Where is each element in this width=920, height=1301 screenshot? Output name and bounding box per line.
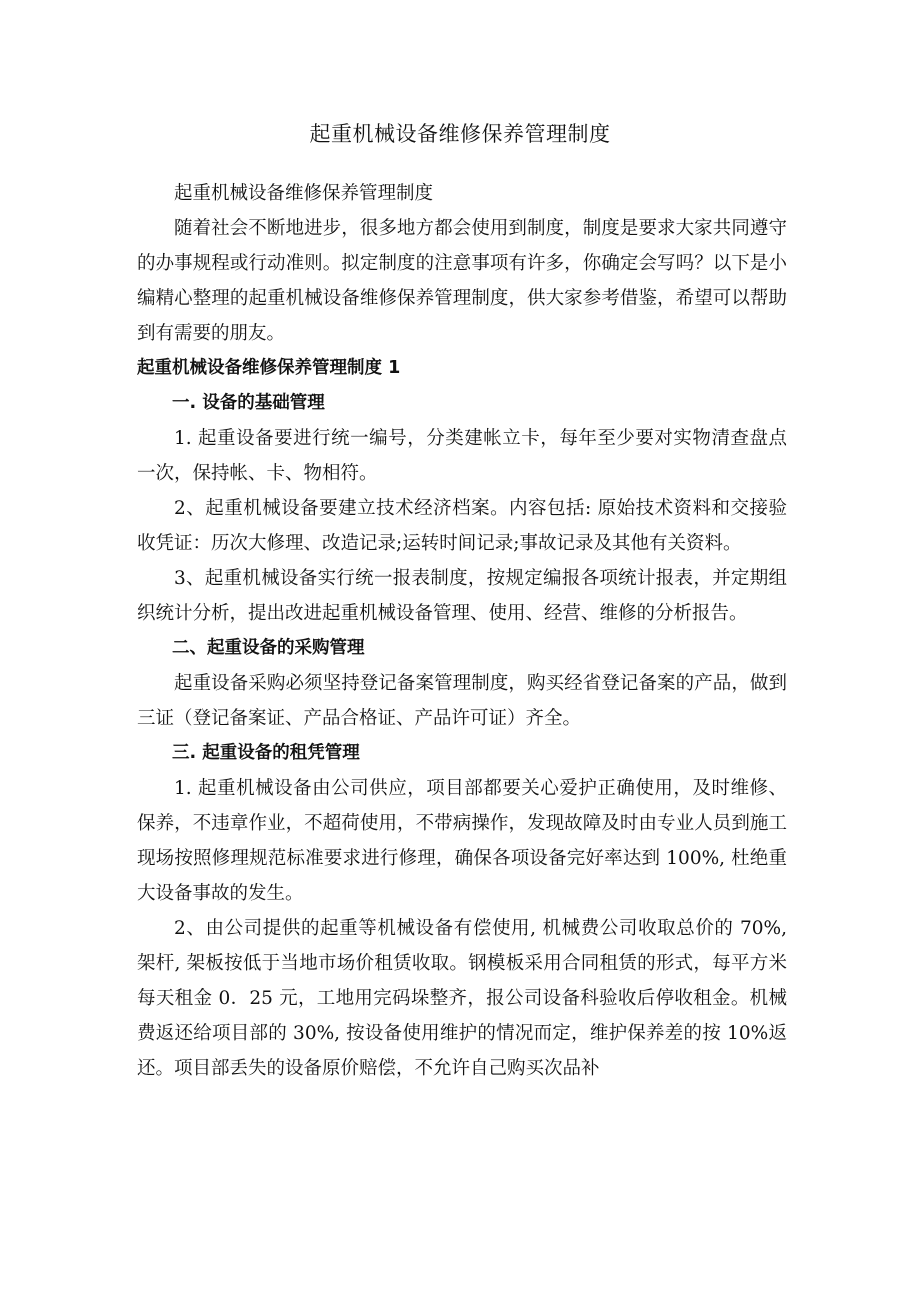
part2-paragraph-1: 起重设备采购必须坚持登记备案管理制度，购买经省登记备案的产品，做到三证（登记备案证、产品合格证、产品许可证）齐全。: [137, 673, 787, 729]
document-subtitle: 起重机械设备维修保养管理制度: [174, 183, 434, 204]
part3-paragraph-2: 2、由公司提供的起重等机械设备有偿使用, 机械费公司收取总价的 70%, 架杆, 架板按低于当地市场价租赁收取。钢模板采用合同租赁的形式，每平方米每天租金 0．25 元，工地用完码垛整齐，报公司设备科验收后停收租金。机械费返还给项目部的 30%, 按设备使用维护的情况而定，维护保养差的按 10%返还。项目部丢失的设备原价赔偿，不允许自己购买次品补: [137, 918, 787, 1079]
part2-heading: 二、起重设备的采购管理: [172, 638, 365, 658]
document-title: 起重机械设备维修保养管理制度: [309, 122, 611, 146]
part3-paragraph-1: 1. 起重机械设备由公司供应，项目部都要关心爱护正确使用，及时维修、保养，不违章作业，不超荷使用，不带病操作，发现故障及时由专业人员到施工现场按照修理规范标准要求进行修理，确保各项设备完好率达到 100%, 杜绝重大设备事故的发生。: [137, 778, 787, 904]
part1-heading: 一. 设备的基础管理: [172, 393, 325, 413]
part1-paragraph-1: 1. 起重设备要进行统一编号，分类建帐立卡，每年至少要对实物清查盘点一次，保持帐、卡、物相符。: [137, 428, 787, 484]
intro-paragraph: 随着社会不断地进步，很多地方都会使用到制度，制度是要求大家共同遵守的办事规程或行动准则。拟定制度的注意事项有许多，你确定会写吗？以下是小编精心整理的起重机械设备维修保养管理制度，供大家参考借鉴，希望可以帮助到有需要的朋友。: [137, 218, 787, 344]
part3-heading: 三. 起重设备的租凭管理: [172, 743, 360, 763]
document-body: [137, 176, 787, 1086]
part1-paragraph-3: 3、起重机械设备实行统一报表制度，按规定编报各项统计报表，并定期组织统计分析，提出改进起重机械设备管理、使用、经营、维修的分析报告。: [137, 568, 787, 624]
part1-paragraph-2: 2、起重机械设备要建立技术经济档案。内容包括: 原始技术资料和交接验收凭证：历次大修理、改造记录;运转时间记录;事故记录及其他有关资料。: [137, 498, 787, 554]
section-heading: 起重机械设备维修保养管理制度 1: [137, 358, 401, 378]
